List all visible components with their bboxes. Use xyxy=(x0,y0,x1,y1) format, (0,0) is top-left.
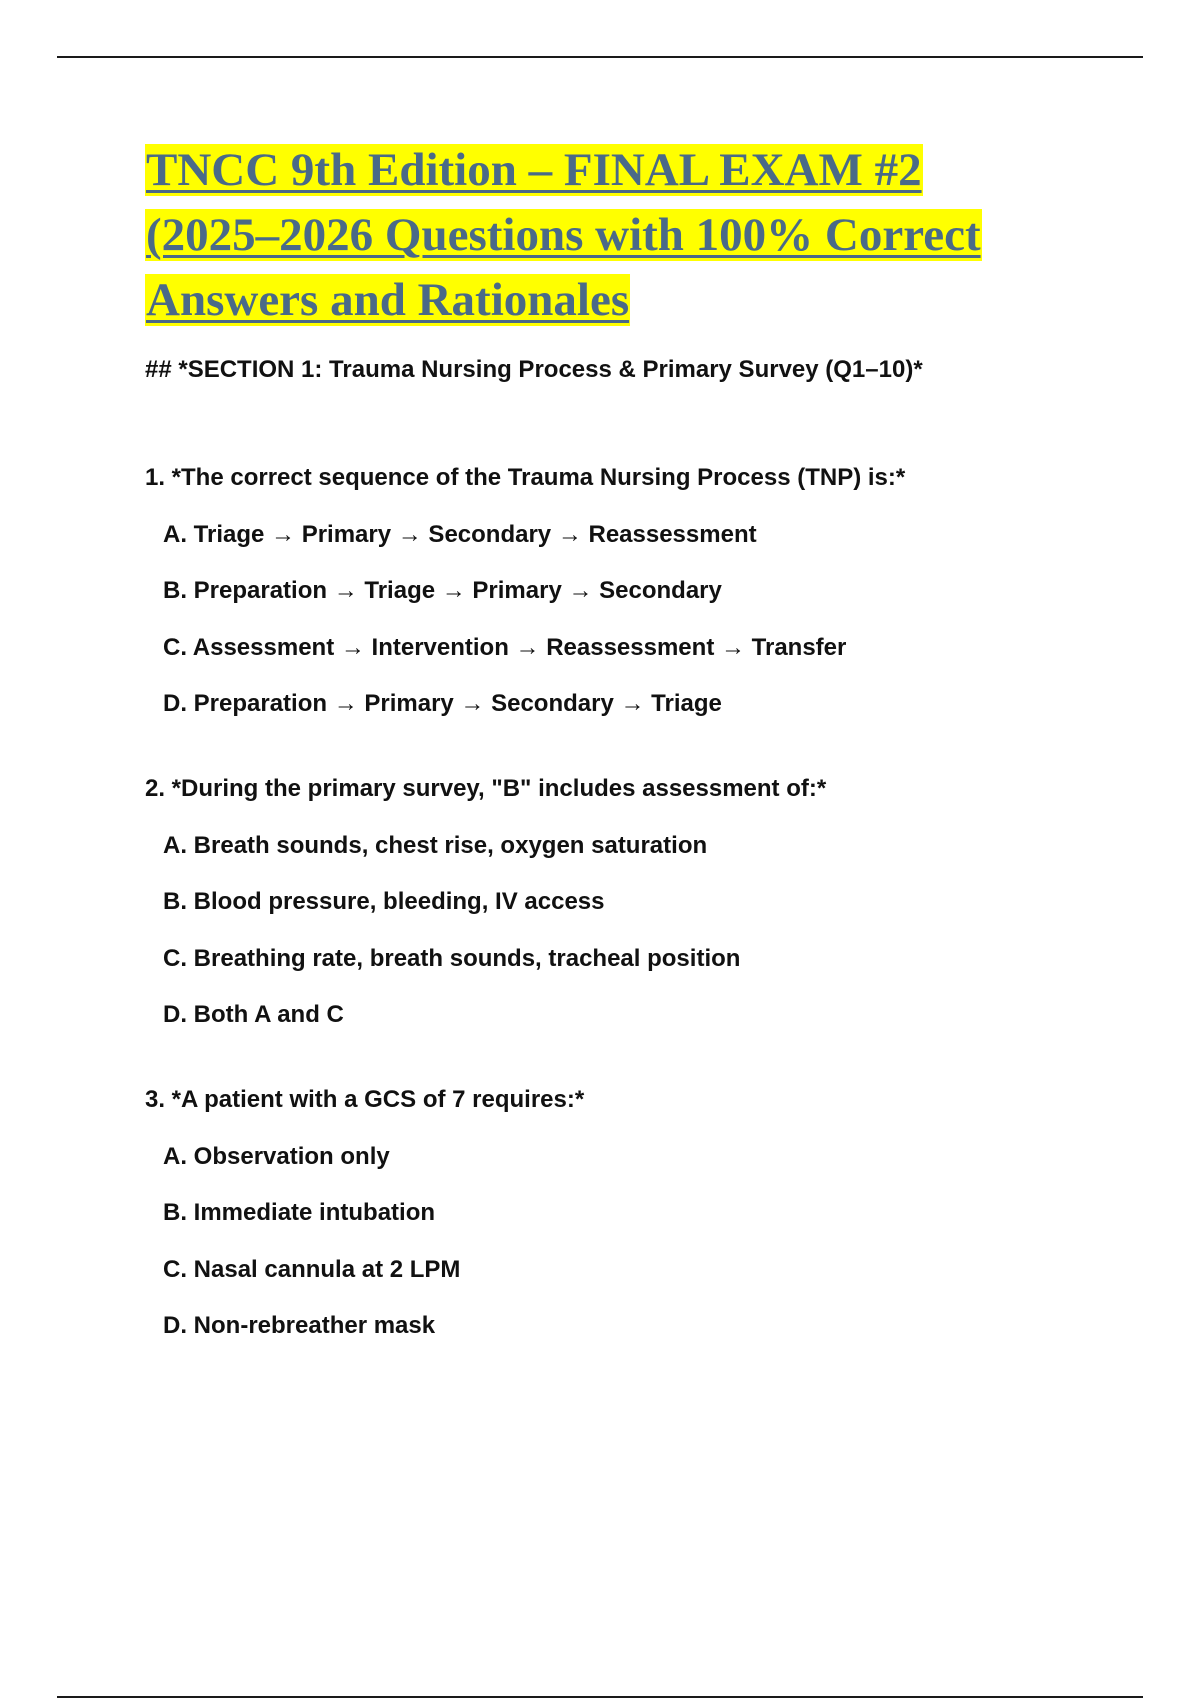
bottom-rule xyxy=(57,1696,1143,1698)
title-line-1: TNCC 9th Edition – FINAL EXAM #2 xyxy=(146,144,922,196)
option-c: C. Assessment → Intervention → Reassessment → Transfer xyxy=(163,633,847,661)
option-d: D. Both A and C xyxy=(163,1001,344,1028)
option-d: D. Non-rebreather mask xyxy=(163,1312,436,1339)
answer-options xyxy=(145,520,1075,720)
question-stem: 1. *The correct sequence of the Trauma Nursing Process (TNP) is:* xyxy=(145,464,906,491)
option-d: D. Preparation → Primary → Secondary → Triage xyxy=(163,690,722,717)
title-line-3: Answers and Rationales xyxy=(146,274,630,326)
option-a: A. Breath sounds, chest rise, oxygen saturation xyxy=(163,831,708,859)
section-heading: ## *SECTION 1: Trauma Nursing Process & Primary Survey (Q1–10)* xyxy=(145,356,923,383)
top-rule xyxy=(57,56,1143,58)
question-3 xyxy=(145,1085,1075,1341)
option-b: B. Immediate intubation xyxy=(163,1199,436,1226)
question-stem: 3. *A patient with a GCS of 7 requires:* xyxy=(145,1086,585,1113)
option-a: A. Observation only xyxy=(163,1142,390,1170)
question-1 xyxy=(145,463,1075,719)
document-body xyxy=(145,138,1075,1341)
option-b: B. Preparation → Triage → Primary → Secondary xyxy=(163,577,722,604)
title-line-2: (2025–2026 Questions with 100% Correct xyxy=(146,209,981,261)
document-title xyxy=(145,138,1075,333)
option-b: B. Blood pressure, bleeding, IV access xyxy=(163,888,605,915)
question-stem: 2. *During the primary survey, "B" includes assessment of:* xyxy=(145,775,827,802)
answer-options xyxy=(145,1142,1075,1342)
option-a: A. Triage → Primary → Secondary → Reassessment xyxy=(163,520,757,548)
question-2 xyxy=(145,774,1075,1030)
answer-options xyxy=(145,831,1075,1031)
option-c: C. Breathing rate, breath sounds, tracheal position xyxy=(163,944,741,972)
option-c: C. Nasal cannula at 2 LPM xyxy=(163,1255,461,1283)
